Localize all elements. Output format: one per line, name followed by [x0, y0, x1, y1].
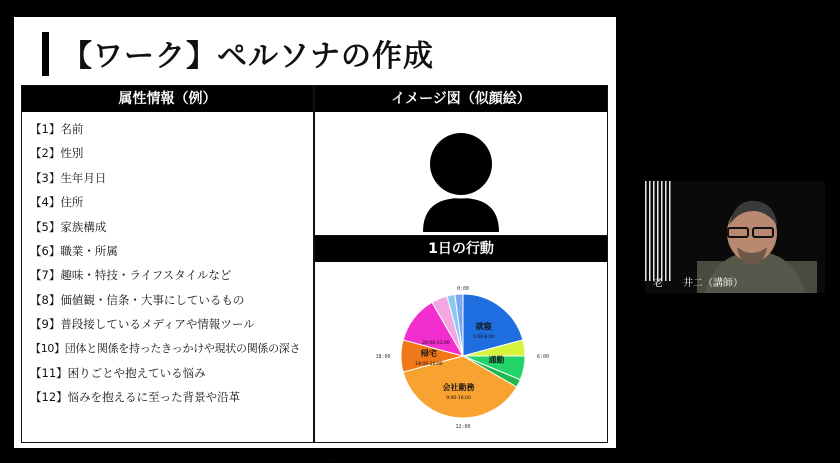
- attribute-item: 【6】職業・所属: [30, 243, 118, 258]
- pie-slice-sublabel: 20:00-23:00: [422, 341, 450, 347]
- attribute-item: 【5】家族構成: [30, 219, 107, 234]
- pie-chart-svg: [315, 262, 606, 442]
- pie-slice-sublabel: 9:00-18:00: [446, 395, 471, 401]
- signal-bars-icon: [645, 181, 671, 281]
- pie-slice-label: 通勤: [488, 355, 505, 365]
- pie-slice-label: 帰宅: [420, 349, 437, 358]
- attribute-item: 【7】趣味・特技・ライフスタイルなど: [30, 268, 232, 283]
- day-pie-chart: [315, 262, 607, 442]
- footer-text: ...: [329, 455, 335, 462]
- title-accent-bar: [42, 32, 49, 76]
- pie-slice-label: 会社勤務: [442, 382, 475, 392]
- attribute-item: 【4】住所: [30, 195, 84, 210]
- pie-axis-label: 18:00: [375, 354, 391, 360]
- attribute-item: 【8】価値観・信条・大事にしているもの: [30, 292, 245, 307]
- attribute-item: 【2】性別: [30, 146, 84, 161]
- pie-slice-label: 就寝: [475, 321, 492, 331]
- person-silhouette-icon: [315, 112, 609, 235]
- attribute-item: 【3】生年月日: [30, 170, 107, 185]
- participant-video[interactable]: [645, 181, 825, 293]
- slide-title: 【ワーク】ペルソナの作成: [62, 39, 434, 74]
- attributes-panel: [21, 85, 314, 443]
- attribute-item: 【9】普段接しているメディアや情報ツール: [30, 317, 255, 332]
- image-header: イメージ図（似顔絵）: [315, 86, 607, 112]
- pie-slice-sublabel: 1:00-6:00: [472, 334, 495, 340]
- attribute-item: 【1】名前: [30, 122, 84, 136]
- attribute-item: 【12】悩みを抱えるに至った背景や沿革: [30, 390, 241, 405]
- portrait-area: [315, 112, 607, 236]
- participant-name: 老 井二（講師）: [653, 278, 743, 289]
- attribute-item: 【10】団体と関係を持ったきっかけや現状の関係の深さ: [30, 341, 301, 355]
- pie-axis-label: 12:00: [455, 424, 471, 430]
- pie-axis-label: 6:00: [536, 354, 550, 360]
- attribute-item: 【11】困りごとや抱えている悩み: [30, 365, 206, 380]
- pie-axis-label: 0:00: [456, 286, 470, 292]
- pie-slice-sublabel: 18:00-20:00: [415, 362, 443, 367]
- image-panel: [314, 85, 608, 443]
- attributes-header: 属性情報（例）: [22, 86, 313, 112]
- presentation-slide: [14, 17, 616, 448]
- attributes-list: [22, 112, 313, 411]
- day-activity-header: 1日の行動: [315, 236, 607, 262]
